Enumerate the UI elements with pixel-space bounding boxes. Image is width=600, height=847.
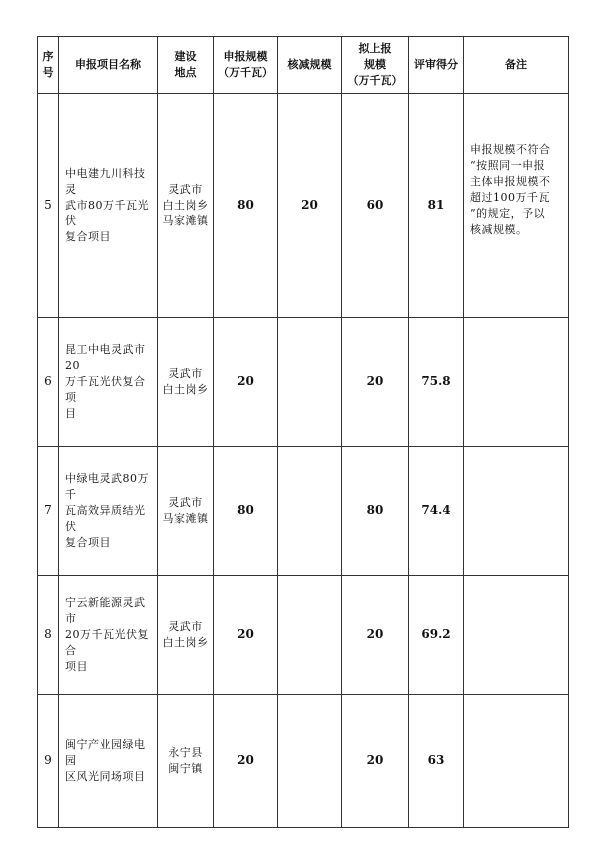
cell-proposed: 20 xyxy=(342,318,409,447)
header-location-line: 地点 xyxy=(174,66,197,79)
cell-location xyxy=(158,695,214,828)
location-line: 白土岗乡 xyxy=(162,198,209,212)
cell-name xyxy=(59,576,158,695)
cell-score: 74.4 xyxy=(409,447,464,576)
cell-location xyxy=(158,447,214,576)
cell-remark xyxy=(464,318,569,447)
cell-remark xyxy=(464,576,569,695)
cell-remark xyxy=(464,94,569,318)
remark-line: 核减规模。 xyxy=(470,222,528,236)
header-declared xyxy=(214,37,278,94)
cell-reduced: 20 xyxy=(278,94,342,318)
name-line: 目 xyxy=(65,406,77,420)
remark-line: 申报规模不符合 xyxy=(470,143,551,156)
cell-name xyxy=(59,318,158,447)
location-line: 白土岗乡 xyxy=(162,383,209,396)
name-line: 中绿电灵武80万千 xyxy=(65,472,149,502)
header-row xyxy=(38,37,569,94)
table-row xyxy=(38,695,569,828)
remark-line: 超过100万千瓦 xyxy=(470,190,550,204)
name-line: 宁云新能源灵武市 xyxy=(65,596,146,626)
location-line: 永宁县 xyxy=(168,746,203,760)
header-score: 评审得分 xyxy=(409,37,464,94)
cell-name xyxy=(59,447,158,576)
header-declared-line: （万千瓦） xyxy=(218,66,273,79)
cell-reduced xyxy=(278,447,342,576)
cell-proposed: 20 xyxy=(342,695,409,828)
name-line: 区风光同场项目 xyxy=(65,769,146,783)
cell-seq: 7 xyxy=(38,447,59,576)
cell-proposed: 20 xyxy=(342,576,409,695)
table-row xyxy=(38,94,569,318)
cell-score: 69.2 xyxy=(409,576,464,695)
cell-seq: 6 xyxy=(38,318,59,447)
cell-name xyxy=(59,695,158,828)
header-location xyxy=(158,37,214,94)
table-row xyxy=(38,447,569,576)
cell-remark xyxy=(464,695,569,828)
name-line: 瓦高效异质结光伏 xyxy=(65,504,146,533)
location-line: 白土岗乡 xyxy=(162,636,209,649)
remark-line: “按照同一申报 xyxy=(470,158,546,172)
cell-score: 75.8 xyxy=(409,318,464,447)
cell-seq: 9 xyxy=(38,695,59,828)
location-line: 灵武市 xyxy=(168,367,203,381)
location-line: 马家滩镇 xyxy=(162,214,209,228)
name-line: 闽宁产业园绿电园 xyxy=(65,738,146,768)
cell-declared: 20 xyxy=(214,695,278,828)
header-proposed-line: 拟上报 xyxy=(358,42,392,56)
name-line: 万千瓦光伏复合项 xyxy=(65,375,146,404)
cell-declared: 80 xyxy=(214,447,278,576)
cell-location xyxy=(158,318,214,447)
cell-seq: 5 xyxy=(38,94,59,318)
header-location-line: 建设 xyxy=(174,50,197,64)
table-row xyxy=(38,318,569,447)
header-name: 申报项目名称 xyxy=(59,37,158,94)
header-seq: 序号 xyxy=(38,37,59,94)
name-line: 武市80万千瓦光伏 xyxy=(65,198,149,228)
name-line: 昆工中电灵武市20 xyxy=(65,343,146,373)
cell-score: 81 xyxy=(409,94,464,318)
review-table xyxy=(37,36,569,828)
remark-line: 主体申报规模不 xyxy=(470,174,551,188)
name-line: 中电建九川科技灵 xyxy=(65,166,146,196)
header-reduced: 核减规模 xyxy=(278,37,342,94)
location-line: 灵武市 xyxy=(168,496,203,510)
header-declared-line: 申报规模 xyxy=(223,50,268,64)
name-line: 复合项目 xyxy=(65,230,111,244)
header-proposed-line: （万千瓦） xyxy=(347,73,403,87)
cell-reduced xyxy=(278,576,342,695)
name-line: 项目 xyxy=(65,659,88,673)
cell-location xyxy=(158,94,214,318)
cell-name xyxy=(59,94,158,318)
header-proposed xyxy=(342,37,409,94)
location-line: 闽宁镇 xyxy=(168,762,203,775)
location-line: 马家滩镇 xyxy=(162,512,209,525)
name-line: 复合项目 xyxy=(65,535,111,549)
header-remark: 备注 xyxy=(464,37,569,94)
remark-line: ”的规定，予以 xyxy=(470,206,546,220)
table-row xyxy=(38,576,569,695)
cell-score: 63 xyxy=(409,695,464,828)
location-line: 灵武市 xyxy=(168,620,203,634)
cell-proposed: 60 xyxy=(342,94,409,318)
cell-proposed: 80 xyxy=(342,447,409,576)
cell-declared: 20 xyxy=(214,318,278,447)
cell-reduced xyxy=(278,695,342,828)
name-line: 20万千瓦光伏复合 xyxy=(65,628,149,657)
cell-seq: 8 xyxy=(38,576,59,695)
header-proposed-line: 规模 xyxy=(364,58,386,72)
cell-remark xyxy=(464,447,569,576)
location-line: 灵武市 xyxy=(168,182,203,196)
cell-declared: 80 xyxy=(214,94,278,318)
cell-declared: 20 xyxy=(214,576,278,695)
cell-reduced xyxy=(278,318,342,447)
cell-location xyxy=(158,576,214,695)
